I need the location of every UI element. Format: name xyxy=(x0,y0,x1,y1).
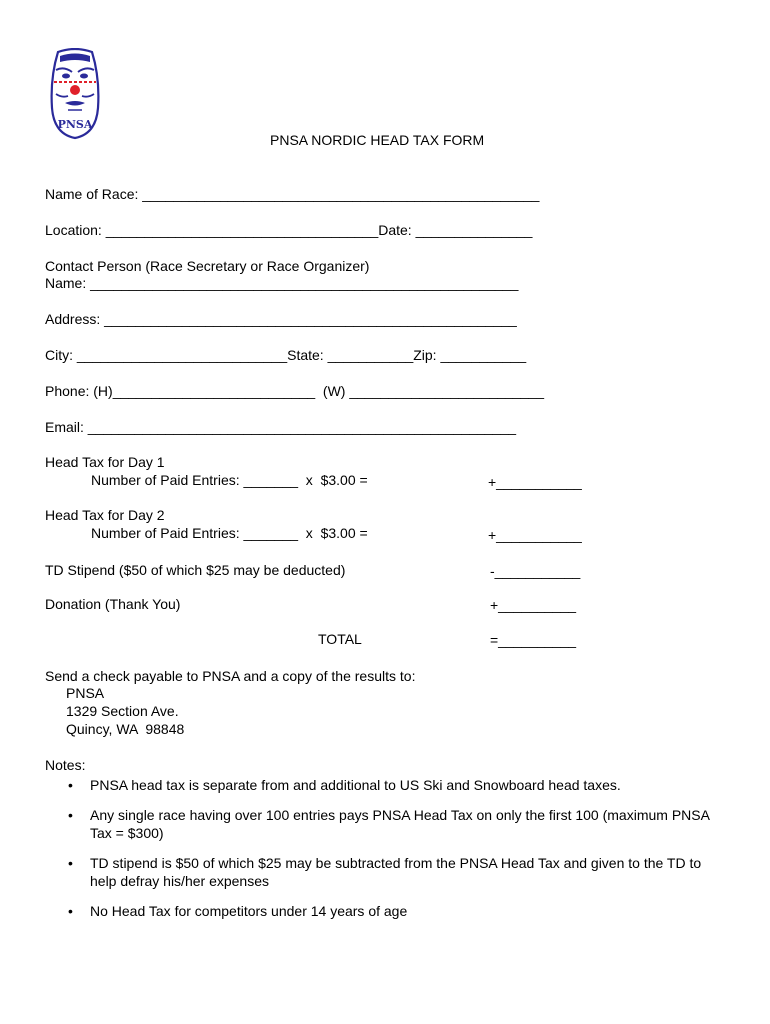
bullet: • xyxy=(68,777,73,793)
note-item xyxy=(46,902,726,920)
bullet: • xyxy=(68,807,73,823)
page-title: PNSA NORDIC HEAD TAX FORM xyxy=(270,132,485,148)
contact-heading: Contact Person (Race Secretary or Race Organizer) xyxy=(45,258,370,274)
note-text: TD stipend is $50 of which $25 may be subtracted from the PNSA Head Tax and given to the TD to help defray his/her expenses xyxy=(90,855,702,889)
note-text: Any single race having over 100 entries pays PNSA Head Tax on only the first 100 (maximum PNSA Tax = $300) xyxy=(90,807,710,841)
notes-heading: Notes: xyxy=(45,757,86,773)
donation-label: Donation (Thank You) xyxy=(45,596,181,612)
day1-entries-field[interactable]: Number of Paid Entries: _______ x $3.00 = xyxy=(91,472,368,488)
day1-amount-field[interactable]: +___________ xyxy=(488,474,582,490)
total-label: TOTAL xyxy=(318,631,362,647)
logo-text: PNSA xyxy=(57,118,93,131)
day2-entries-field[interactable]: Number of Paid Entries: _______ x $3.00 = xyxy=(91,525,368,541)
mailing-city: Quincy, WA 98848 xyxy=(66,721,185,737)
mailing-instruction: Send a check payable to PNSA and a copy of the results to: xyxy=(45,668,416,684)
note-text: PNSA head tax is separate from and additional to US Ski and Snowboard head taxes. xyxy=(90,777,621,793)
day2-label: Head Tax for Day 2 xyxy=(45,507,165,523)
location-date-field[interactable]: Location: ___________________________________Date: _______________ xyxy=(45,222,533,238)
bullet: • xyxy=(68,855,73,871)
stipend-label: TD Stipend ($50 of which $25 may be deducted) xyxy=(45,562,346,578)
phone-field[interactable]: Phone: (H)__________________________ (W) _________________________ xyxy=(45,383,544,399)
note-item xyxy=(46,776,726,794)
day2-amount-field[interactable]: +___________ xyxy=(488,527,582,543)
race-name-field[interactable]: Name of Race: ___________________________________________________ xyxy=(45,186,540,202)
notes-list xyxy=(46,776,726,932)
bullet: • xyxy=(68,903,73,919)
total-amount-field[interactable]: =__________ xyxy=(490,632,577,648)
contact-name-field[interactable]: Name: _______________________________________________________ xyxy=(45,275,519,291)
note-text: No Head Tax for competitors under 14 years of age xyxy=(90,903,408,919)
note-item xyxy=(46,806,726,842)
stipend-amount-field[interactable]: -___________ xyxy=(490,563,581,579)
email-field[interactable]: Email: _______________________________________________________ xyxy=(45,419,517,435)
pnsa-logo xyxy=(48,48,102,142)
city-state-zip-field[interactable]: City: ___________________________State: ___________Zip: ___________ xyxy=(45,347,527,363)
mailing-street: 1329 Section Ave. xyxy=(66,703,179,719)
address-field[interactable]: Address: _____________________________________________________ xyxy=(45,311,517,327)
donation-amount-field[interactable]: +__________ xyxy=(490,597,577,613)
note-item xyxy=(46,854,726,890)
mailing-name: PNSA xyxy=(66,685,105,701)
day1-label: Head Tax for Day 1 xyxy=(45,454,165,470)
